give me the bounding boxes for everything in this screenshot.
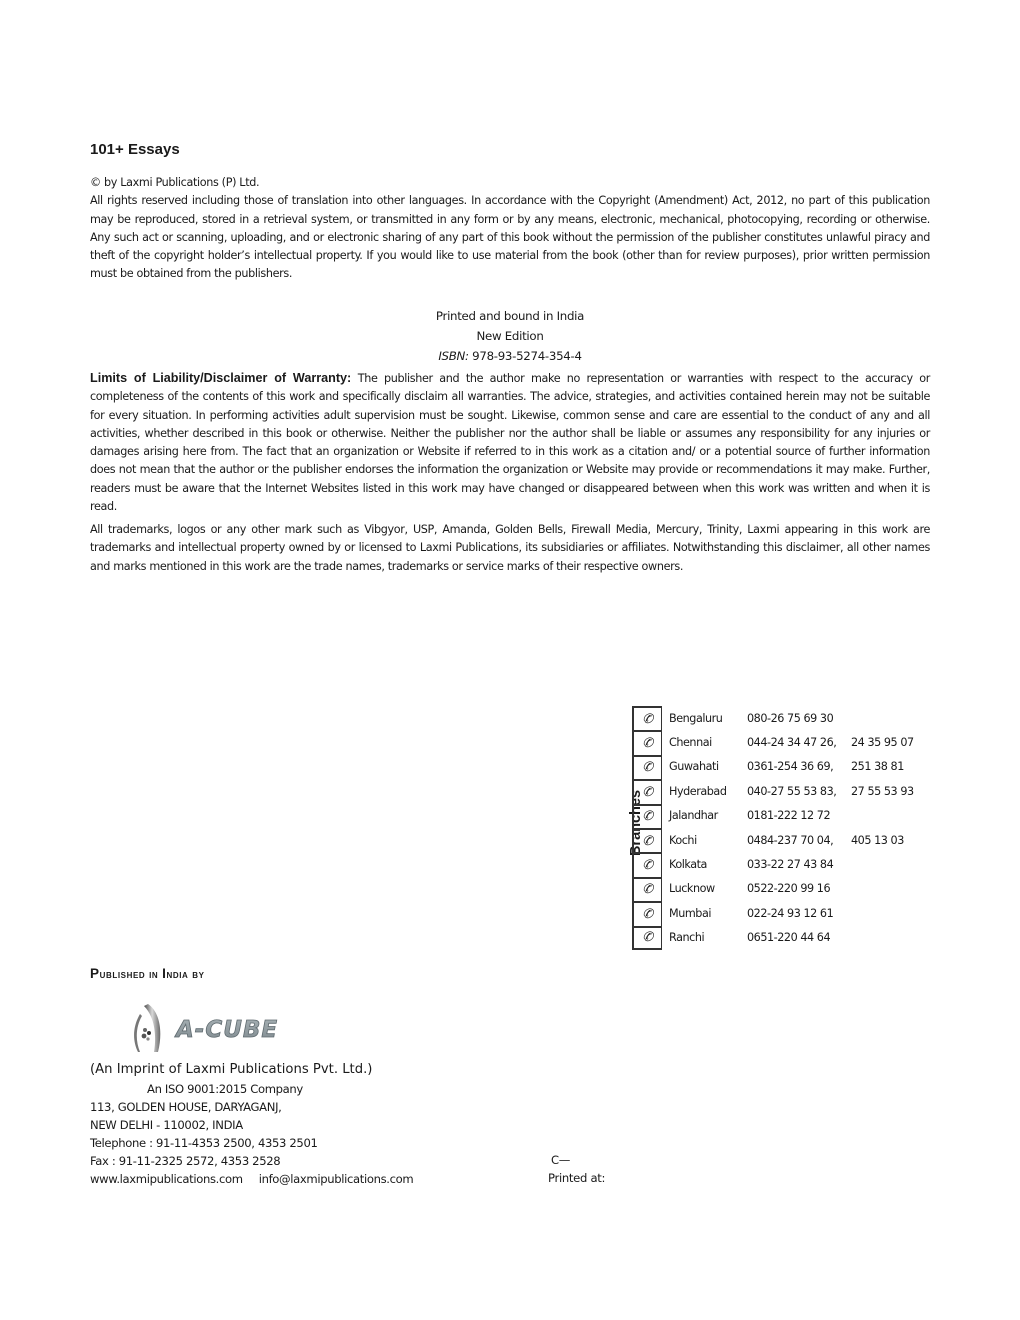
- branch-row: [634, 852, 941, 876]
- branch-city: Jalandhar: [669, 809, 718, 823]
- branch-row: [634, 926, 941, 950]
- branch-row: [634, 706, 941, 730]
- branch-city: Chennai: [669, 736, 712, 750]
- branch-phone-primary: 0522-220 99 16: [747, 882, 831, 896]
- branch-row: [634, 755, 941, 779]
- branch-phone-primary: 0484-237 70 04,: [747, 833, 834, 847]
- imprint-line: (An Imprint of Laxmi Publications Pvt. Ltd.): [90, 1062, 373, 1077]
- branch-city: Ranchi: [669, 931, 705, 945]
- printed-bound-line: Printed and bound in India: [435, 309, 585, 323]
- address-line-2: NEW DELHI - 110002, INDIA: [90, 1118, 243, 1132]
- copyright-section: [90, 174, 930, 284]
- telephone-line: Telephone : 91-11-4353 2500, 4353 2501: [90, 1136, 318, 1150]
- branch-phone-primary: 0361-254 36 69,: [747, 760, 834, 774]
- a-cube-logo: [130, 1000, 335, 1055]
- phone-icon: ✆: [634, 852, 662, 876]
- isbn-label: ISBN:: [438, 349, 469, 363]
- phone-icon: ✆: [634, 901, 662, 925]
- printing-info: [548, 1151, 605, 1187]
- address-line-1: 113, GOLDEN HOUSE, DARYAGANJ,: [90, 1100, 282, 1114]
- email-link[interactable]: info@laxmipublications.com: [258, 1172, 414, 1186]
- phone-icon: ✆: [634, 828, 662, 852]
- rights-paragraph: All rights reserved including those of translation into other languages. In accordance with the Copyright (Amendment) Act, 2012, no part of this publication may be reproduced, stored in a retrieval system, or transmitted in any form or by any means, electronic, mechanical, photocopying, recording or otherwise. Any such act or scanning, uploading, and or electronic sharing of any part of this book without the permission of the publisher constitutes unlawful piracy and theft of the copyright holder’s intellectual property. If you would like to use material from the book (other than for review purposes), prior written permission must be obtained from the publishers.: [90, 194, 930, 281]
- isbn-line: [90, 346, 930, 366]
- branch-row: [634, 730, 941, 754]
- phone-icon: ✆: [634, 706, 662, 730]
- branch-city: Mumbai: [669, 906, 712, 920]
- branch-phone-secondary: 27 55 53 93: [851, 784, 914, 798]
- branch-city: Bengaluru: [669, 711, 723, 725]
- publisher-address-block: [90, 1060, 413, 1188]
- branch-phone-primary: 022-24 93 12 61: [747, 906, 834, 920]
- branches-table: [632, 706, 941, 950]
- phone-icon: ✆: [634, 926, 662, 950]
- liability-disclaimer: [90, 369, 930, 516]
- phone-icon: ✆: [634, 779, 662, 803]
- branch-city: Kochi: [669, 833, 697, 847]
- edition-line: New Edition: [476, 329, 544, 343]
- a-cube-logo-icon: [130, 1000, 335, 1055]
- branches-label: Branches: [628, 789, 644, 857]
- branch-phone-primary: 0181-222 12 72: [747, 809, 831, 823]
- fax-line: Fax : 91-11-2325 2572, 4353 2528: [90, 1154, 281, 1168]
- branch-row: [634, 877, 941, 901]
- trademarks-paragraph: All trademarks, logos or any other mark such as Vibgyor, USP, Amanda, Golden Bells, Firewall Media, Mercury, Trinity, Laxmi appearing in this work are trademarks and intellectual property owned by or licensed to Laxmi Publications, its subsidiaries or affiliates. Notwithstanding this disclaimer, all other names and marks mentioned in this work are the trade names, trademarks or service marks of their respective owners.: [90, 523, 930, 573]
- website-link[interactable]: www.laxmipublications.com: [90, 1172, 243, 1186]
- branch-phone-primary: 0651-220 44 64: [747, 931, 831, 945]
- phone-icon: ✆: [634, 730, 662, 754]
- liability-heading: Limits of Liability/Disclaimer of Warranty:: [90, 371, 352, 385]
- contact-row: [90, 1170, 413, 1188]
- book-title: 101+ Essays: [90, 141, 180, 158]
- isbn-value: 978-93-5274-354-4: [468, 349, 582, 363]
- branch-row: [634, 804, 941, 828]
- branch-phone-primary: 080-26 75 69 30: [747, 711, 834, 725]
- branch-row: [634, 779, 941, 803]
- branch-phone-secondary: 24 35 95 07: [851, 736, 914, 750]
- iso-line: An ISO 9001:2015 Company: [147, 1082, 303, 1096]
- branch-city: Kolkata: [669, 858, 707, 872]
- branch-phone-secondary: 251 38 81: [851, 760, 904, 774]
- branch-city: Lucknow: [669, 882, 715, 896]
- phone-icon: ✆: [634, 755, 662, 779]
- branch-phone-secondary: 405 13 03: [851, 833, 904, 847]
- phone-icon: ✆: [634, 804, 662, 828]
- print-info: [90, 306, 930, 366]
- branch-phone-primary: 044-24 34 47 26,: [747, 736, 837, 750]
- branch-phone-primary: 033-22 27 43 84: [747, 858, 834, 872]
- print-code: C—: [551, 1153, 571, 1167]
- branch-city: Guwahati: [669, 760, 719, 774]
- branch-row: [634, 901, 941, 925]
- branch-phone-primary: 040-27 55 53 83,: [747, 784, 837, 798]
- copyright-line: © by Laxmi Publications (P) Ltd.: [90, 176, 260, 189]
- branch-row: [634, 828, 941, 852]
- liability-text: The publisher and the author make no representation or warranties with respect to the accuracy or completeness of the contents of this work and specifically disclaim all warranties. The advice, strategies, and activities contained herein may not be suitable for every situation. In performing activities adult supervision must be sought. Likewise, common sense and care are essential to the conduct of any and all activities, whether described in this book or otherwise. Neither the publisher nor the author shall be liable or assumes any responsibility for any injuries or damages arising here from. The fact that an organization or Website if referred to in this work as a citation and/ or a potential source of further information does not mean that the author or the publisher endorses the information the organization or Website may provide or recommendations it may make. Further, readers must be aware that the Internet Websites listed in this work may have changed or disappeared between when this work was written and when it is read.: [90, 372, 930, 514]
- printed-at: Printed at:: [548, 1171, 606, 1185]
- svg-text:A-CUBE: A-CUBE: [176, 1017, 279, 1043]
- phone-icon: ✆: [634, 877, 662, 901]
- branch-city: Hyderabad: [669, 784, 727, 798]
- published-by-heading: Published in India by: [90, 966, 205, 981]
